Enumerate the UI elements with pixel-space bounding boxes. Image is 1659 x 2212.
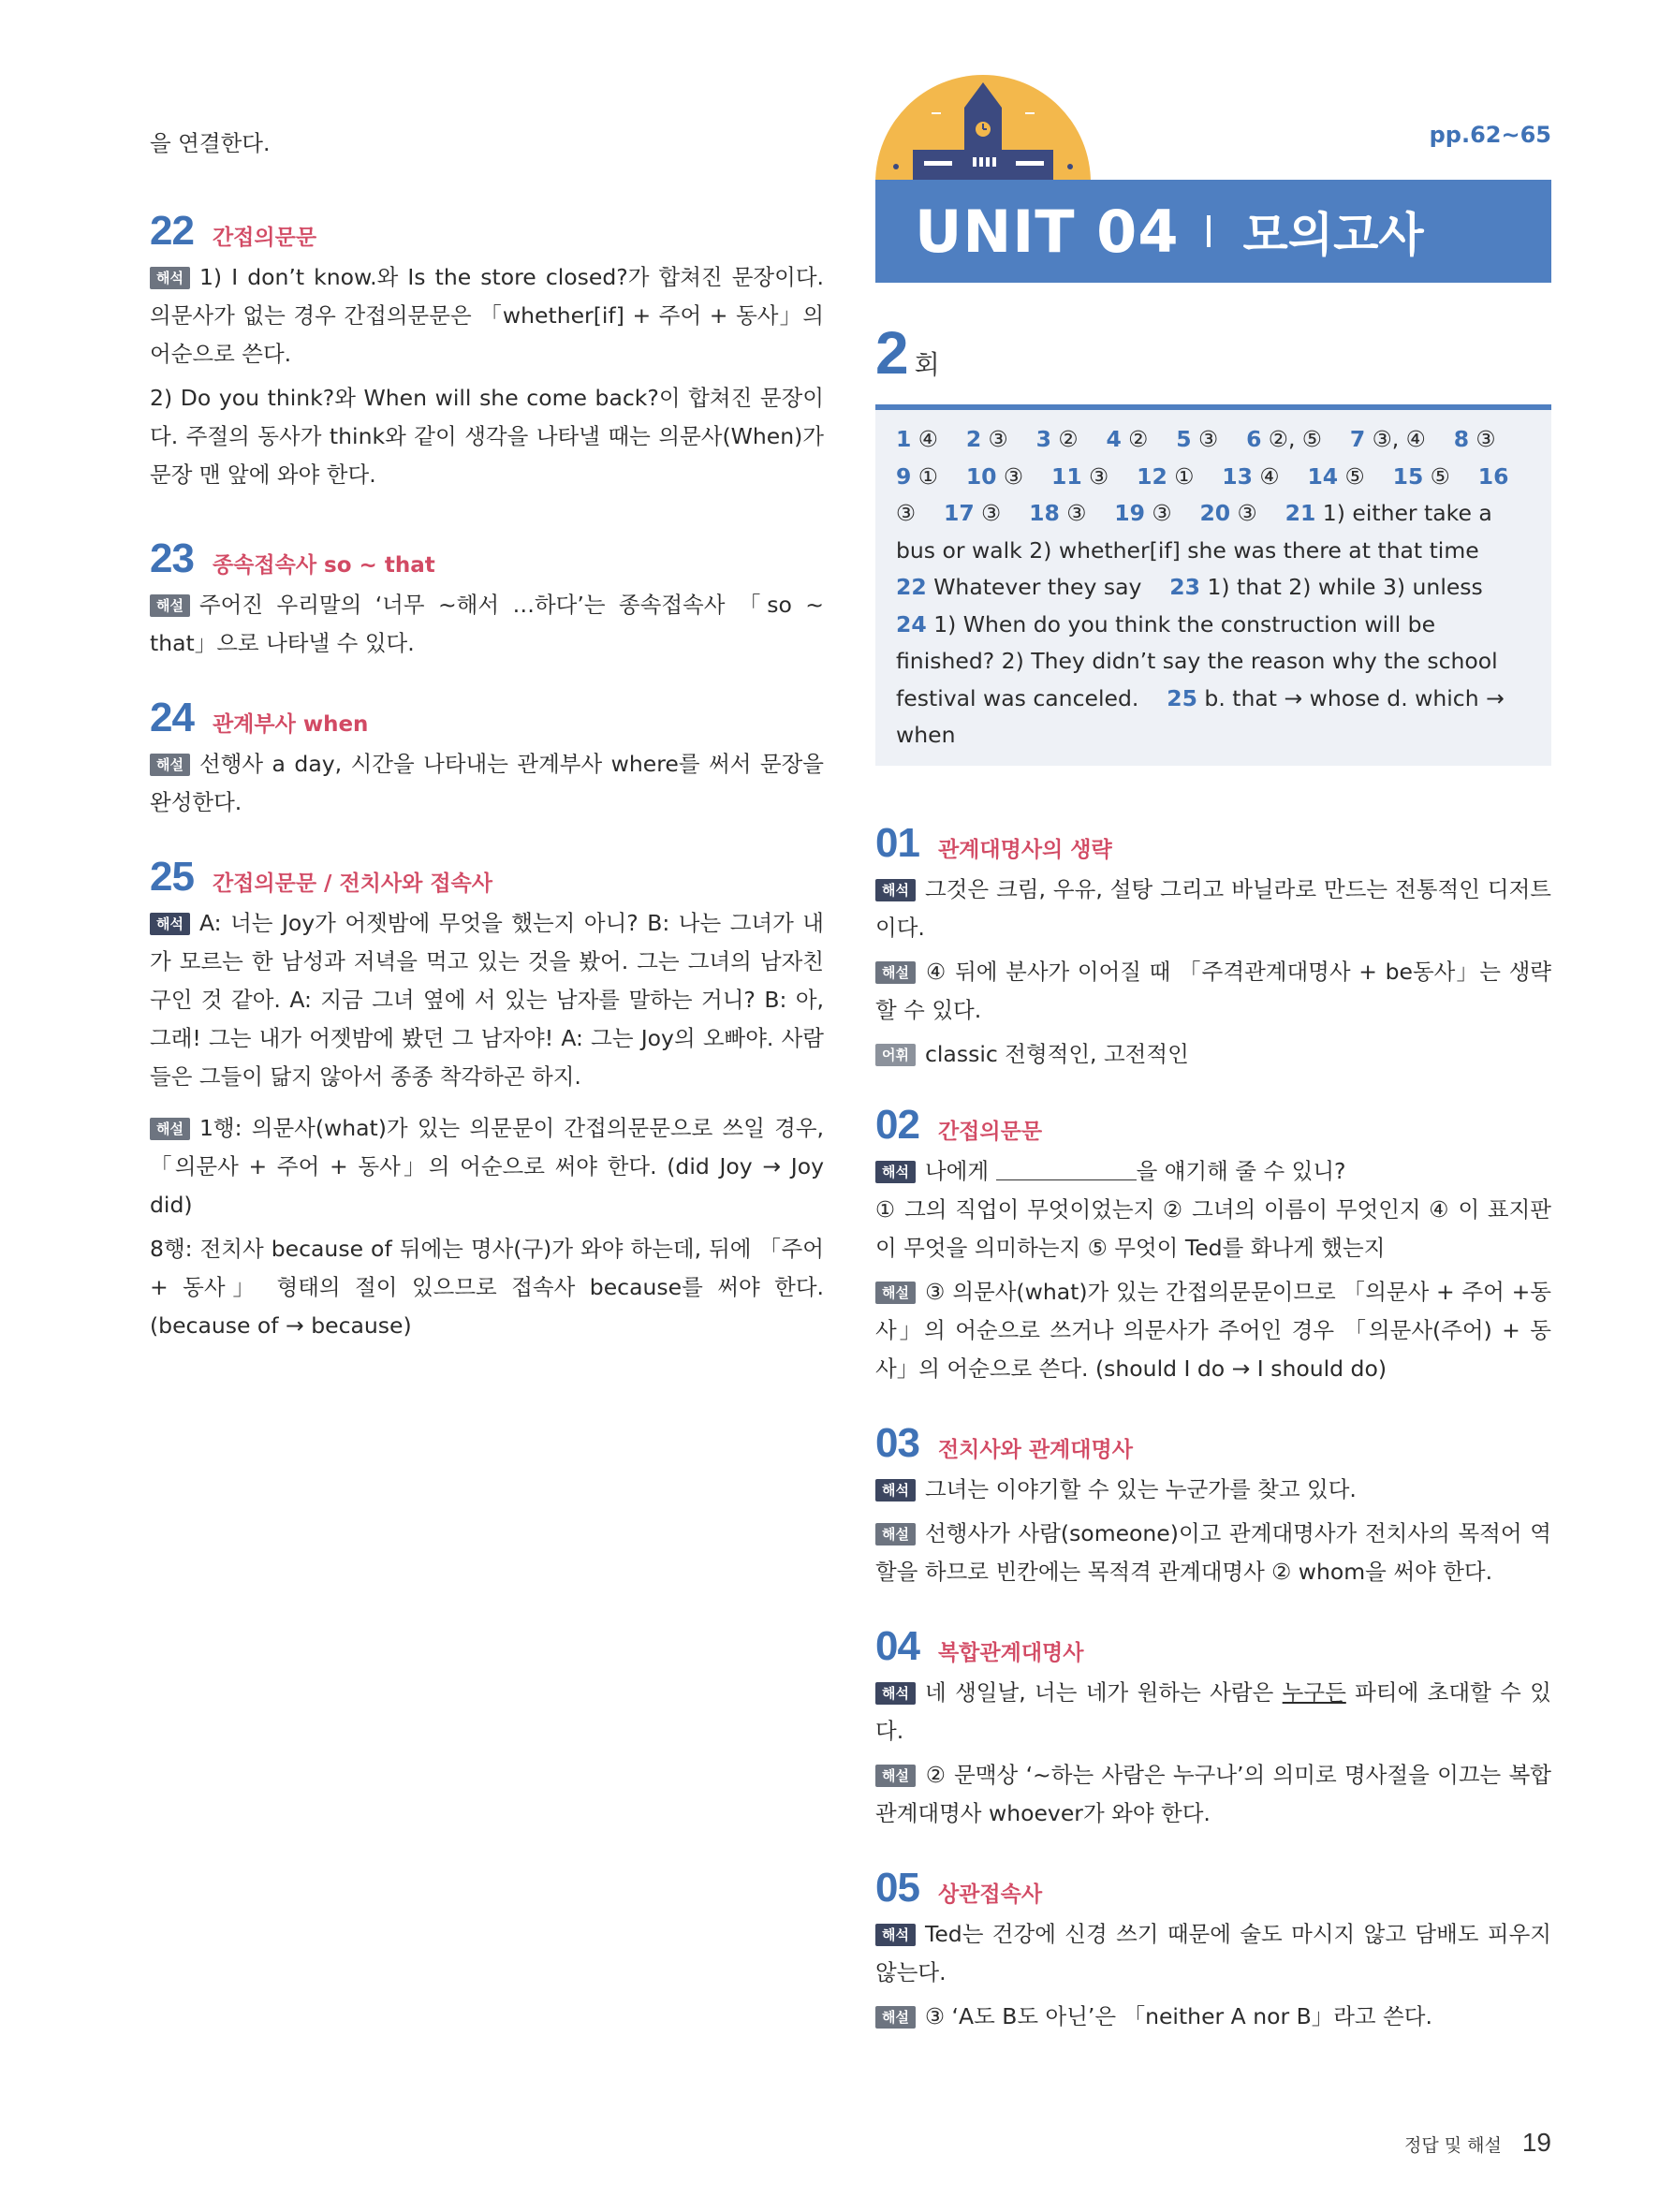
answer-number: 10 (965, 462, 997, 490)
explanation-paragraph (875, 1515, 1551, 1591)
answer-value: ⑤ (1430, 462, 1450, 490)
answer-value: ③ (1089, 462, 1109, 490)
answer-value: ③ (1198, 426, 1219, 452)
explanation-paragraph (875, 1471, 1551, 1509)
tag-badge: 해석 (875, 1924, 916, 1946)
tag-badge: 해석 (875, 879, 916, 901)
section-25 (150, 854, 824, 1345)
paragraph-text: ② 문맥상 ‘~하는 사람은 누구나’의 의미로 명사절을 이끄는 복합관계대명사 whoever가 와야 한다. (875, 1761, 1551, 1826)
section-header (875, 1865, 1551, 1912)
blank-line (996, 1161, 1137, 1180)
answer-value: b. that → whose d. which → when (896, 684, 1505, 748)
answer-value: 1) When do you think the construction will be finished? 2) They didn’t say the reason why the school festival was canceled. (896, 610, 1498, 711)
answer-number: 21 (1285, 500, 1316, 526)
answer-value: Whatever they say (933, 574, 1142, 600)
section-23 (150, 535, 824, 663)
tag-badge: 해설 (150, 594, 190, 617)
answer-number: 14 (1307, 462, 1339, 490)
answer-value: ③ (1152, 500, 1172, 526)
question-title: 전치사와 관계대명사 (937, 1437, 1133, 1462)
intro-text: 을 연결한다. (150, 130, 271, 156)
tag-badge: 어휘 (875, 1044, 916, 1066)
answer-number: 5 (1176, 426, 1192, 452)
unit-title: 모의고사 (1242, 208, 1424, 262)
tag-badge: 해설 (875, 1765, 916, 1787)
answer-number: 9 (896, 462, 912, 490)
page-range: pp.62~65 (1429, 122, 1551, 148)
tag-badge: 해석 (150, 267, 190, 289)
question-number: 03 (875, 1419, 919, 1466)
answer-value: ⑤ (1344, 462, 1365, 490)
left-column (150, 117, 824, 1377)
tag-badge: 해석 (150, 913, 190, 935)
section-header (875, 1623, 1551, 1670)
question-title: 간접의문문 (212, 226, 317, 250)
paragraph-text: 선행사가 사람(someone)이고 관계대명사가 전치사의 목적어 역할을 하므로 빈칸에는 목적격 관계대명사 ② whom을 써야 한다. (875, 1519, 1551, 1585)
paragraph-text: 그것은 크림, 우유, 설탕 그리고 바닐라로 만드는 전통적인 디저트이다. (875, 875, 1551, 941)
answer-value: ① (1174, 462, 1195, 490)
explanation-paragraph (150, 745, 824, 822)
paragraph-text: Ted는 건강에 신경 쓰기 때문에 술도 마시지 않고 담배도 피우지 않는다. (875, 1920, 1551, 1985)
page-number: 19 (1521, 2128, 1551, 2157)
divider (1207, 215, 1211, 247)
section-header (150, 854, 824, 901)
paragraph-text: 그녀는 이야기할 수 있는 누군가를 찾고 있다. (924, 1475, 1357, 1502)
section-header (150, 208, 824, 255)
unit-header (875, 75, 1551, 300)
answer-number: 25 (1167, 684, 1197, 711)
answer-value: ② (1058, 426, 1079, 452)
tag-badge: 해설 (150, 1118, 190, 1140)
answer-value: ③ (1066, 500, 1087, 526)
question-number: 05 (875, 1864, 919, 1911)
answer-value: ②, ⑤ (1268, 426, 1322, 452)
question-title: 상관접속사 (937, 1882, 1043, 1907)
answer-key-box (875, 404, 1551, 766)
answer-value: ④ (1259, 462, 1280, 490)
answer-value: 1) either take a bus or walk 2) whether[if] she was there at that time (896, 500, 1492, 564)
answer-value: ③ (1237, 500, 1257, 526)
answer-number: 13 (1222, 462, 1253, 490)
sentence-pre: 네 생일날, 너는 네가 원하는 사람은 (924, 1678, 1283, 1706)
question-title: 종속접속사 so ~ that (212, 553, 435, 578)
question-number: 23 (150, 535, 194, 581)
tag-badge: 해설 (875, 2006, 916, 2029)
answer-value: ③ (981, 500, 1002, 526)
section-header (875, 1420, 1551, 1467)
explanation-paragraph (875, 953, 1551, 1030)
section-header (875, 1102, 1551, 1149)
answer-number: 22 (896, 574, 927, 600)
answer-number: 19 (1114, 500, 1145, 526)
round-label: 회 (914, 349, 940, 380)
explanation-paragraph (150, 904, 824, 1096)
explanation-paragraph (150, 1109, 824, 1224)
explanation-paragraph (875, 1035, 1551, 1074)
translation-question (875, 1152, 1551, 1191)
answer-number: 12 (1137, 462, 1167, 490)
paragraph-text: ④ 뒤에 분사가 이어질 때 「주격관계대명사 + be동사」는 생략할 수 있다. (875, 958, 1551, 1023)
sentence-post: 파티에 초대할 수 있다. (875, 1678, 1551, 1744)
tag-badge: 해설 (150, 754, 190, 776)
explanation-paragraph: 2) Do you think?와 When will she come back?이 합쳐진 문장이다. 주절의 동사가 think와 같이 생각을 나타낼 때는 의문사(When)가 문장 맨 앞에 와야 한다. (150, 385, 824, 488)
question-number: 22 (150, 208, 194, 254)
tag-badge: 해석 (875, 1682, 916, 1705)
question-number: 25 (150, 854, 194, 900)
explanation-paragraph (150, 586, 824, 663)
paragraph-text: 주어진 우리말의 ‘너무 ~해서 …하다’는 종속접속사 「so ~ that」으로 나타낼 수 있다. (150, 592, 824, 656)
question-text-post: 을 얘기해 줄 수 있니? (1136, 1157, 1346, 1184)
unit-title-bar (875, 180, 1551, 283)
section-header (150, 535, 824, 582)
explanation-paragraph: 8행: 전치사 because of 뒤에는 명사(구)가 와야 하는데, 뒤에 「주어 + 동사」 형태의 절이 있으므로 접속사 because를 써야 한다. (because of → because) (150, 1236, 824, 1339)
paragraph-text: classic 전형적인, 고전적인 (924, 1040, 1189, 1067)
answer-value: ③ (988, 426, 1008, 452)
round-number: 2 (875, 319, 909, 387)
section-24 (150, 695, 824, 822)
paragraph-text: A: 너는 Joy가 어젯밤에 무엇을 했는지 아니? B: 나는 그녀가 내가 모르는 한 남성과 저녁을 먹고 있는 것을 봤어. 그는 그녀의 남자친구인 것 같아. A: 지금 그녀 옆에 서 있는 남자를 말하는 거니? B: 아, 그래! 그는 내가 어젯밤에 봤던 그 남자야! A: 그는 Joy의 오빠야. 사람들은 그들이 닮지 않아서 종종 착각하곤 하지. (150, 910, 824, 1090)
underlined-word: 누구든 (1282, 1678, 1346, 1706)
section-02 (875, 1102, 1551, 1388)
explanation-paragraph (875, 871, 1551, 947)
tag-badge: 해설 (875, 1523, 916, 1545)
explanation-paragraph (875, 1756, 1551, 1833)
answer-number: 8 (1453, 426, 1470, 452)
tag-badge: 해석 (875, 1161, 916, 1183)
page-footer (1404, 2128, 1551, 2158)
answer-number: 15 (1392, 462, 1424, 490)
answer-value: ③, ④ (1372, 426, 1426, 452)
answer-number: 3 (1035, 426, 1051, 452)
question-title: 관계대명사의 생략 (937, 837, 1112, 862)
question-text-pre: 나에게 (924, 1157, 996, 1184)
answer-number: 2 (965, 426, 982, 452)
answer-options: ① 그의 직업이 무엇이었는지 ② 그녀의 이름이 무엇인지 ④ 이 표지판이 무엇을 의미하는지 ⑤ 무엇이 Ted를 화나게 했는지 (875, 1195, 1551, 1261)
question-title: 간접의문문 / 전치사와 접속사 (212, 872, 492, 896)
section-22 (150, 208, 824, 494)
answer-number: 24 (896, 610, 927, 637)
paragraph-text: ③ 의문사(what)가 있는 간접의문문이므로 「의문사 + 주어 +동사」의 어순으로 쓰거나 의문사가 주어인 경우 「의문사(주어) + 동사」의 어순으로 쓴다. (should I do → I should do) (875, 1278, 1551, 1382)
tag-badge: 해설 (875, 1282, 916, 1304)
question-number: 04 (875, 1622, 919, 1669)
answer-number: 1 (896, 426, 912, 452)
footer-label: 정답 및 해설 (1403, 2135, 1502, 2156)
question-title: 간접의문문 (937, 1119, 1043, 1144)
answer-number: 23 (1169, 574, 1200, 600)
answer-value: ① (918, 462, 938, 490)
answer-number: 17 (943, 500, 975, 526)
answer-value: ③ (896, 500, 917, 526)
round-heading (875, 318, 1551, 388)
answer-number: 6 (1246, 426, 1262, 452)
section-04 (875, 1623, 1551, 1833)
question-number: 02 (875, 1101, 919, 1148)
section-05 (875, 1865, 1551, 2036)
explanation-paragraph (150, 258, 824, 374)
tag-badge: 해설 (875, 961, 916, 984)
answer-value: ③ (1004, 462, 1024, 490)
section-header (150, 695, 824, 741)
unit-label: UNIT 04 (915, 197, 1180, 266)
question-title: 관계부사 when (212, 712, 369, 737)
section-01 (875, 820, 1551, 1074)
explanation-paragraph (875, 1998, 1551, 2036)
question-title: 복합관계대명사 (937, 1640, 1084, 1665)
paragraph-text: 1행: 의문사(what)가 있는 의문문이 간접의문문으로 쓰일 경우, 「의문사 + 주어 + 동사」의 어순으로 써야 한다. (did Joy → Joy did) (150, 1115, 824, 1218)
section-03 (875, 1420, 1551, 1591)
question-number: 01 (875, 819, 919, 866)
answer-value: ③ (1475, 426, 1496, 452)
explanation-paragraph (875, 1915, 1551, 1992)
clock-tower-icon (875, 75, 1091, 183)
explanation-paragraph (875, 1273, 1551, 1388)
answer-number: 16 (1477, 462, 1509, 490)
answer-number: 7 (1349, 426, 1366, 452)
answer-number: 4 (1106, 426, 1122, 452)
tag-badge: 해석 (875, 1479, 916, 1502)
paragraph-text: 선행사 a day, 시간을 나타내는 관계부사 where를 써서 문장을 완성한다. (150, 751, 824, 815)
paragraph-text: ③ ‘A도 B도 아닌’은 「neither A nor B」라고 쓴다. (924, 2002, 1432, 2029)
paragraph-text: 1) I don’t know.와 Is the store closed?가 합쳐진 문장이다. 의문사가 없는 경우 간접의문문은 「whether[if] + 주어 + 동사」의 어순으로 쓴다. (150, 264, 824, 367)
explanation-paragraph (875, 1674, 1551, 1751)
answer-number: 18 (1029, 500, 1060, 526)
answer-value: ② (1128, 426, 1149, 452)
question-number: 24 (150, 695, 194, 740)
right-column (875, 75, 1551, 2042)
section-header (875, 820, 1551, 867)
answer-number: 11 (1050, 462, 1082, 490)
answer-value: ④ (918, 426, 938, 452)
answer-value: 1) that 2) while 3) unless (1207, 574, 1483, 600)
answer-number: 20 (1199, 500, 1231, 526)
